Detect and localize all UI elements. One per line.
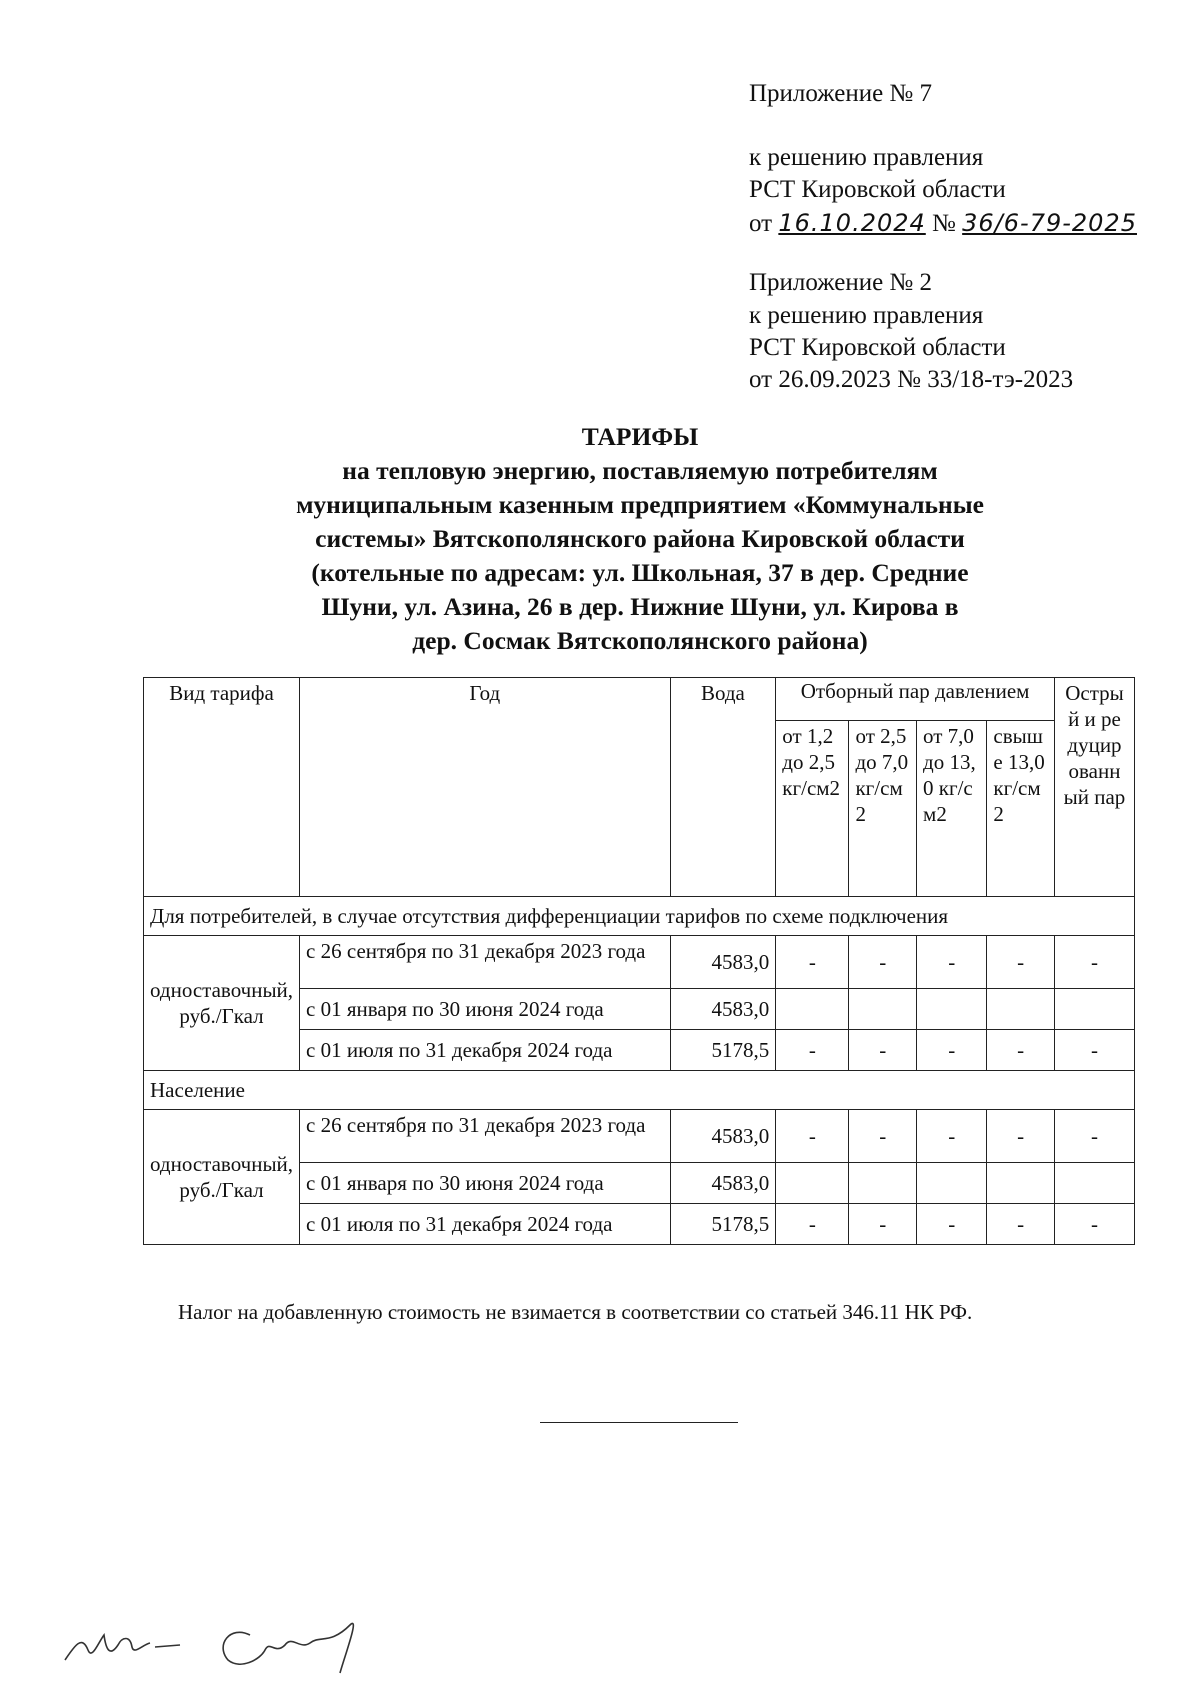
dash-cell: - (1054, 1204, 1134, 1245)
empty-cell (849, 989, 917, 1030)
dash-cell: - (1054, 1030, 1134, 1071)
date-prefix: от (749, 210, 773, 237)
header-steam-1: от 1,2 до 2,5 кг/см2 (776, 721, 849, 897)
dash-cell: - (776, 1030, 849, 1071)
table-row (144, 1110, 1135, 1163)
table-row (144, 936, 1135, 989)
header-steam-2: от 2,5 до 7,0 кг/см2 (849, 721, 917, 897)
dash-cell: - (987, 1204, 1055, 1245)
dash-cell: - (917, 936, 987, 989)
handwritten-date: 16.10.2024 (778, 209, 926, 237)
period-cell: с 26 сентября по 31 декабря 2023 года (300, 1110, 670, 1163)
tariff-type-cell: одноставочный, руб./Гкал (144, 936, 300, 1071)
dash-cell: - (776, 1204, 849, 1245)
header-tariff-type: Вид тарифа (144, 678, 300, 897)
tariff-table (143, 677, 1135, 1245)
dash-cell: - (1054, 1110, 1134, 1163)
header-year: Год (300, 678, 670, 897)
empty-cell (776, 989, 849, 1030)
title-line-5: (котельные по адресам: ул. Школьная, 37 в дер. Средние (311, 558, 969, 587)
decision-date-line (749, 207, 1137, 240)
period-cell: с 01 июля по 31 декабря 2024 года (300, 1204, 670, 1245)
dash-cell: - (917, 1204, 987, 1245)
water-value: 4583,0 (670, 936, 776, 989)
dash-cell: - (917, 1030, 987, 1071)
appendix-label: Приложение № 7 (749, 80, 933, 107)
header-steam-group: Отборный пар давлением (776, 678, 1055, 721)
empty-cell (917, 1163, 987, 1204)
dash-cell: - (849, 936, 917, 989)
handwritten-number: 36/6-79-2025 (962, 209, 1137, 237)
water-value: 4583,0 (670, 1163, 776, 1204)
dash-cell: - (849, 1110, 917, 1163)
handwritten-signature (60, 1605, 400, 1675)
number-prefix: № (932, 210, 956, 237)
dash-cell: - (1054, 936, 1134, 989)
table-header-row (144, 678, 1135, 721)
empty-cell (987, 1163, 1055, 1204)
water-value: 5178,5 (670, 1030, 776, 1071)
document-title (240, 420, 1040, 658)
water-value: 5178,5 (670, 1204, 776, 1245)
section-label: Население (144, 1071, 1135, 1110)
title-line-7: дер. Сосмак Вятскополянского района) (412, 626, 868, 655)
dash-cell: - (776, 1110, 849, 1163)
empty-cell (1054, 1163, 1134, 1204)
vat-note: Налог на добавленную стоимость не взимается в соответствии со статьей 346.11 НК РФ. (178, 1300, 973, 1324)
section-row (144, 1071, 1135, 1110)
empty-cell (917, 989, 987, 1030)
empty-cell (776, 1163, 849, 1204)
appendix2-line-3: от 26.09.2023 № 33/18-тэ-2023 (749, 366, 1074, 393)
dash-cell: - (776, 936, 849, 989)
closing-rule (540, 1422, 738, 1423)
dash-cell: - (917, 1110, 987, 1163)
tariff-type-cell: одноставочный, руб./Гкал (144, 1110, 300, 1245)
empty-cell (849, 1163, 917, 1204)
dash-cell: - (987, 1030, 1055, 1071)
title-line-1: ТАРИФЫ (581, 422, 699, 451)
decision-line-2: РСТ Кировской области (749, 176, 1006, 203)
title-line-6: Шуни, ул. Азина, 26 в дер. Нижние Шуни, ул. Кирова в (321, 592, 959, 621)
title-line-3: муниципальным казенным предприятием «Коммунальные (296, 490, 984, 519)
period-cell: с 01 января по 30 июня 2024 года (300, 1163, 670, 1204)
header-steam-4: свыше 13,0 кг/см2 (987, 721, 1055, 897)
appendix2-line-1: к решению правления (749, 302, 984, 329)
section-row (144, 897, 1135, 936)
dash-cell: - (849, 1030, 917, 1071)
appendix2-label: Приложение № 2 (749, 269, 933, 296)
water-value: 4583,0 (670, 989, 776, 1030)
period-cell: с 26 сентября по 31 декабря 2023 года (300, 936, 670, 989)
dash-cell: - (987, 936, 1055, 989)
empty-cell (1054, 989, 1134, 1030)
empty-cell (987, 989, 1055, 1030)
title-line-2: на тепловую энергию, поставляемую потребителям (342, 456, 938, 485)
appendix2-line-2: РСТ Кировской области (749, 334, 1006, 361)
section-label: Для потребителей, в случае отсутствия дифференциации тарифов по схеме подключения (144, 897, 1135, 936)
header-steam-3: от 7,0 до 13,0 кг/см2 (917, 721, 987, 897)
period-cell: с 01 января по 30 июня 2024 года (300, 989, 670, 1030)
water-value: 4583,0 (670, 1110, 776, 1163)
decision-line-1: к решению правления (749, 144, 984, 171)
header-sharp-steam: Острый и редуцированный пар (1054, 678, 1134, 897)
title-line-4: системы» Вятскополянского района Кировской области (315, 524, 965, 553)
dash-cell: - (849, 1204, 917, 1245)
period-cell: с 01 июля по 31 декабря 2024 года (300, 1030, 670, 1071)
dash-cell: - (987, 1110, 1055, 1163)
header-water: Вода (670, 678, 776, 897)
